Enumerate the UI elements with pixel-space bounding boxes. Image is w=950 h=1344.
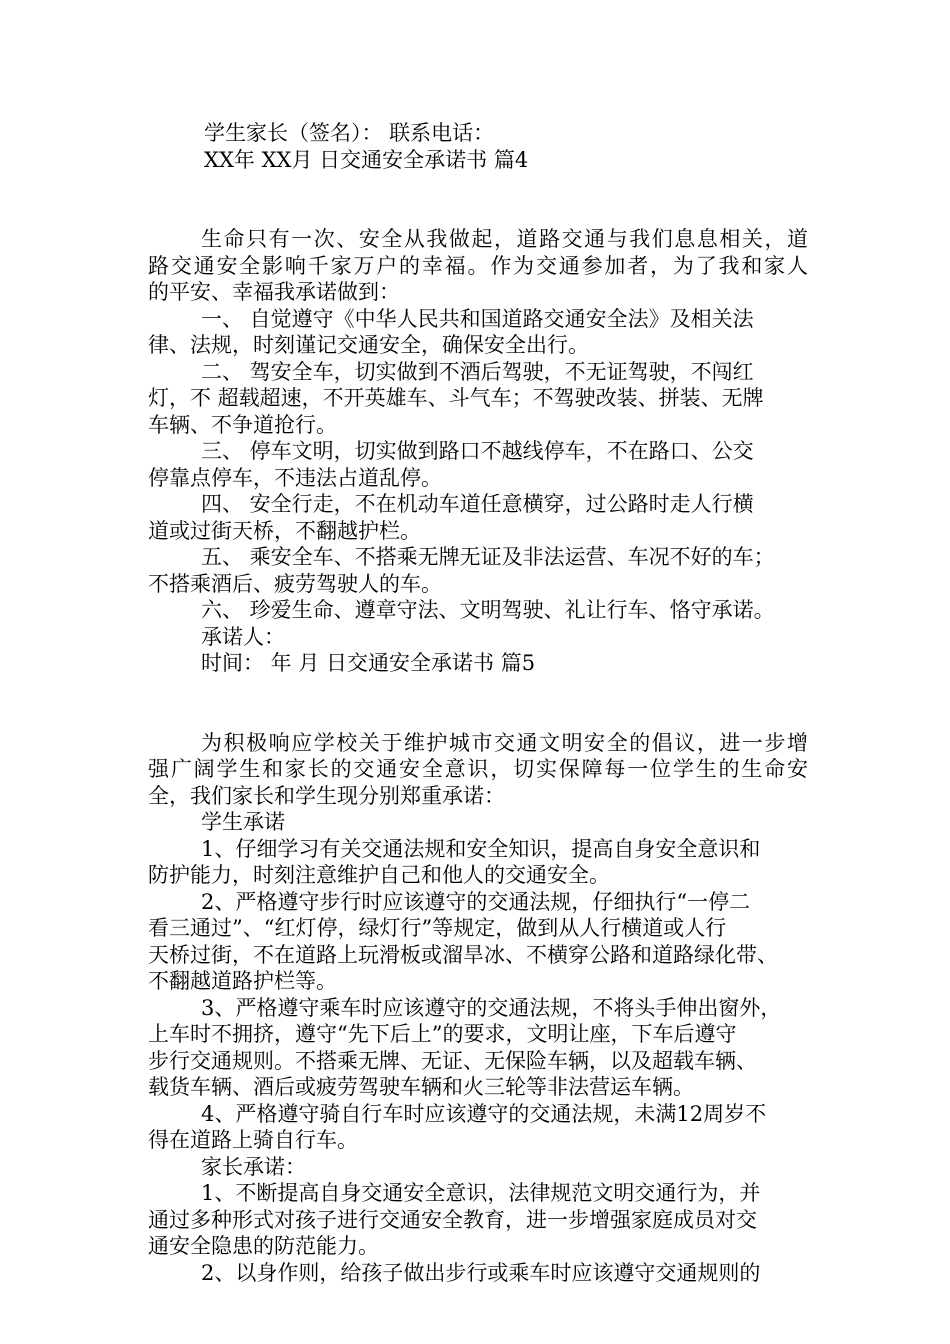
document-page (148, 120, 808, 1286)
text-line: 路交通安全影响千家万户的幸福。作为交通参加者，为了我和家人 (148, 253, 808, 278)
text-line: 4、严格遵守骑自行车时应该遵守的交通法规，未满12周岁不 (201, 1101, 767, 1126)
subheading: 学生承诺 (201, 810, 285, 834)
text-line: 不翻越道路护栏等。 (148, 969, 337, 993)
text-line: 通过多种形式对孩子进行交通安全教育，进一步增强家庭成员对交 (148, 1207, 757, 1232)
text-line: 1、仔细学习有关交通法规和安全知识，提高自身安全意识和 (201, 836, 761, 861)
text-line: 不搭乘酒后、疲劳驾驶人的车。 (148, 571, 442, 596)
text-line: 防护能力，时刻注意维护自己和他人的交通安全。 (148, 863, 610, 887)
text-line: 车辆、不争道抢行。 (148, 412, 337, 437)
text-line: 天桥过街，不在道路上玩滑板或溜旱冰、不横穿公路和道路绿化带、 (148, 942, 778, 967)
text-line: 2、以身作则，给孩子做出步行或乘车时应该遵守交通规则的 (201, 1260, 761, 1285)
text-line: 3、严格遵守乘车时应该遵守的交通法规，不将头手伸出窗外， (201, 995, 782, 1020)
text-line: 的平安、幸福我承诺做到： (148, 280, 400, 304)
text-line: 得在道路上骑自行车。 (148, 1128, 358, 1152)
text-line: 通安全隐患的防范能力。 (148, 1234, 379, 1258)
text-line: 六、 珍爱生命、遵章守法、文明驾驶、礼让行车、恪守承诺。 (201, 598, 775, 622)
text-line: 1、不断提高自身交通安全意识，法律规范文明交通行为，并 (201, 1181, 761, 1205)
text-line: 停靠点停车，不违法占道乱停。 (148, 465, 442, 490)
section-heading: 时间： 年 月 日交通安全承诺书 篇5 (201, 651, 536, 675)
text-line: 二、 驾安全车，切实做到不酒后驾驶，不无证驾驶，不闯红 (201, 359, 754, 384)
text-line: 四、 安全行走，不在机动车道任意横穿，过公路时走人行横 (201, 492, 754, 516)
text-line: 承诺人： (201, 624, 285, 649)
text-line: 步行交通规则。不搭乘无牌、无证、无保险车辆，以及超载车辆、 (148, 1048, 757, 1073)
text-line: 看三通过”、“红灯停，绿灯行”等规定，做到从人行横道或人行 (148, 916, 727, 940)
text-line: 一、 自觉遵守《中华人民共和国道路交通安全法》及相关法 (201, 306, 754, 331)
text-line: 三、 停车文明，切实做到路口不越线停车，不在路口、公交 (201, 439, 754, 463)
section-heading: XX年 XX月 日交通安全承诺书 篇4 (204, 147, 529, 172)
text-line: 灯，不 超载超速，不开英雄车、斗气车；不驾驶改装、拼装、无牌 (148, 386, 764, 410)
text-line: 全，我们家长和学生现分别郑重承诺： (148, 783, 505, 808)
text-line: 上车时不拥挤，遵守“先下后上”的要求，文明让座，下车后遵守 (148, 1022, 737, 1046)
text-line: 学生家长（签名）： 联系电话： (204, 121, 495, 145)
subheading: 家长承诺： (201, 1154, 306, 1179)
text-line: 为积极响应学校关于维护城市交通文明安全的倡议，进一步增 (201, 730, 808, 755)
text-line: 道或过街天桥，不翻越护栏。 (148, 518, 421, 543)
text-line: 五、 乘安全车、不搭乘无牌无证及非法运营、车况不好的车； (201, 545, 775, 569)
text-line: 生命只有一次、安全从我做起，道路交通与我们息息相关，道 (201, 227, 808, 251)
text-line: 2、严格遵守步行时应该遵守的交通法规，仔细执行“一停二 (201, 889, 751, 914)
text-line: 载货车辆、酒后或疲劳驾驶车辆和火三轮等非法营运车辆。 (148, 1075, 694, 1099)
text-line: 律、法规，时刻谨记交通安全，确保安全出行。 (148, 333, 589, 357)
text-line: 强广阔学生和家长的交通安全意识，切实保障每一位学生的生命安 (148, 757, 808, 781)
